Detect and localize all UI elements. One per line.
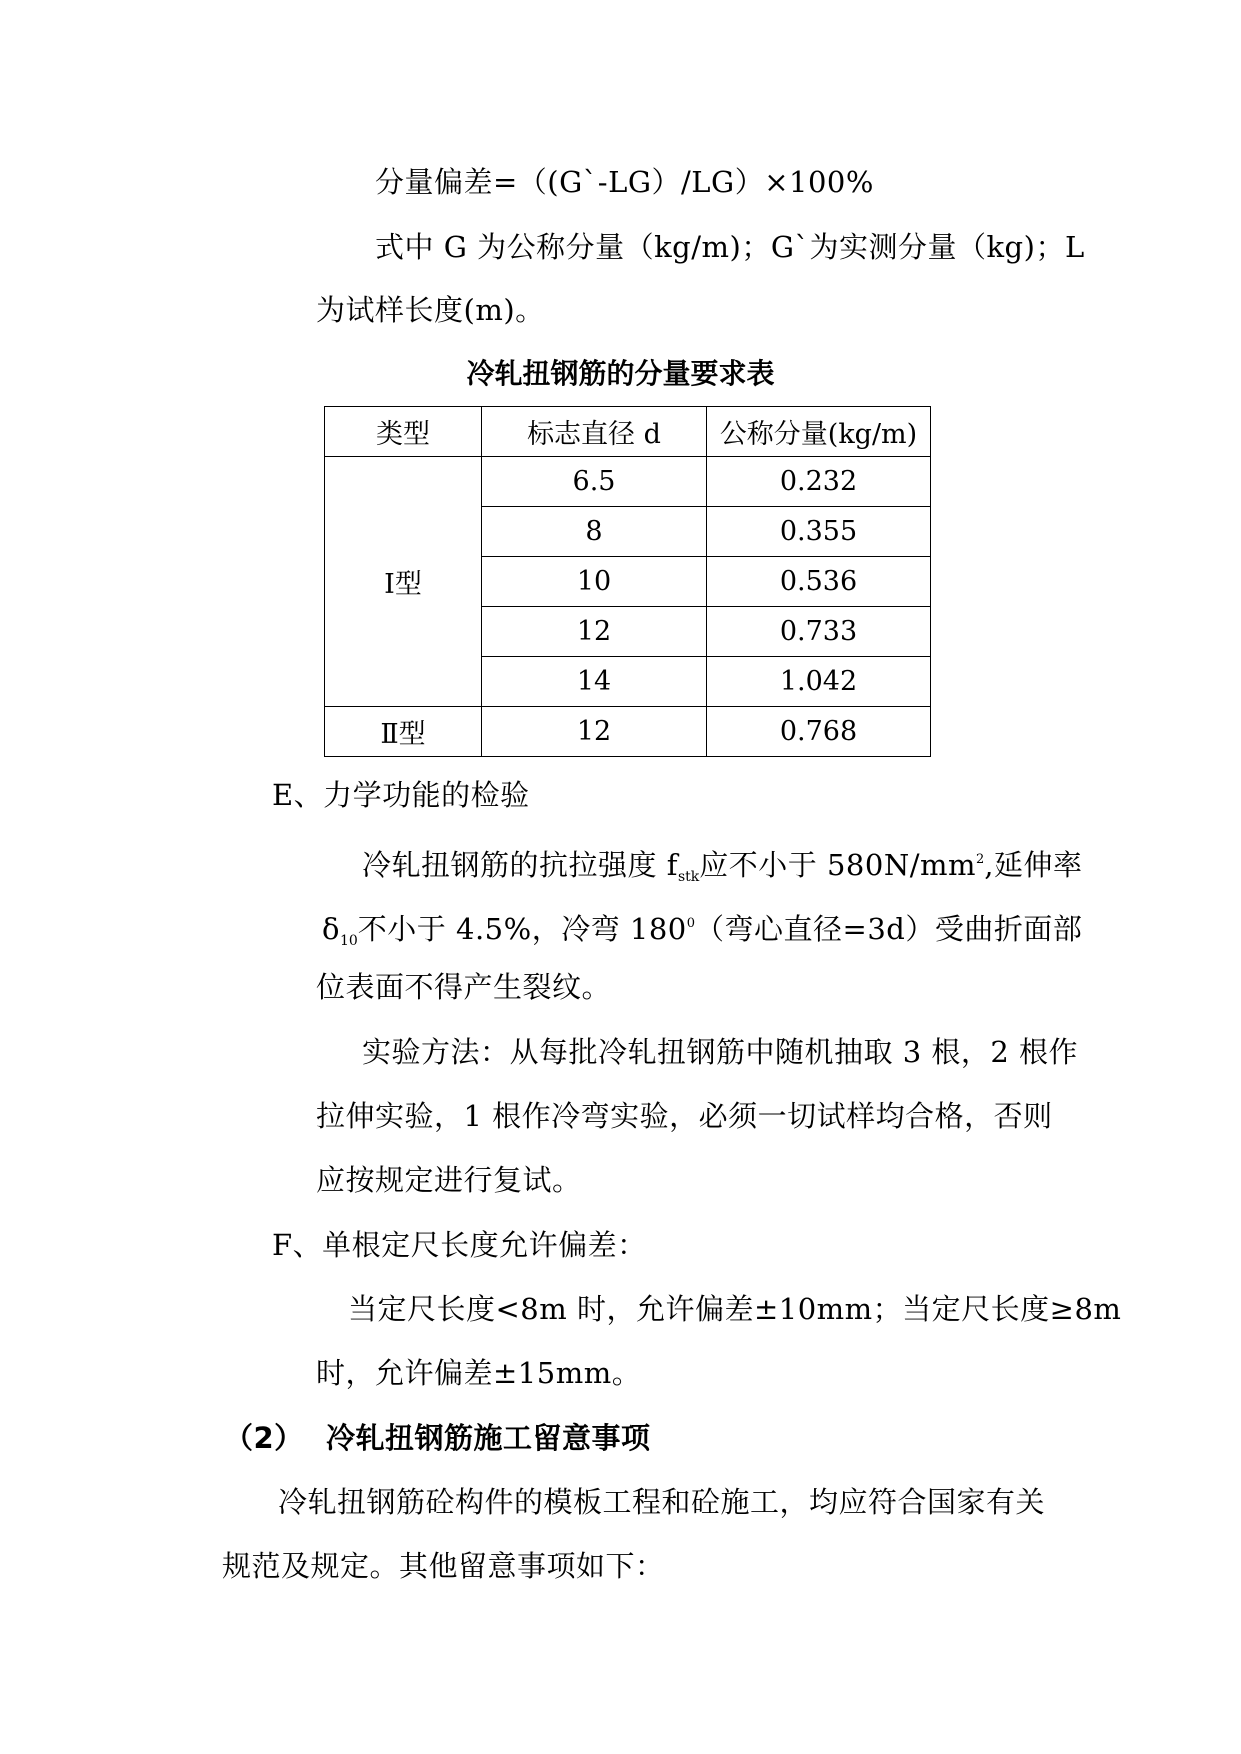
text-run: 应不小于 580N/mm (699, 848, 976, 882)
table-cell-diameter: 12 (482, 607, 707, 657)
section-f-paragraph-line: 当定尺长度<8m 时，允许偏差±10mm；当定尺长度≥8m (348, 1292, 1122, 1326)
table-cell-type: Ⅱ型 (325, 707, 482, 757)
table-row (325, 457, 931, 507)
section-f-paragraph-line: 时，允许偏差±15mm。 (316, 1356, 642, 1390)
superscript: 2 (975, 852, 985, 867)
table-title: 冷轧扭钢筋的分量要求表 (466, 357, 775, 390)
table-header-row (325, 407, 931, 457)
table-cell-weight: 0.768 (707, 707, 931, 757)
table-cell-diameter: 8 (482, 507, 707, 557)
table-cell-weight: 0.355 (707, 507, 931, 557)
section-2-number: （2） (224, 1421, 304, 1455)
formula-definition-cont: 为试样长度(m)。 (316, 293, 545, 327)
weight-requirement-table (324, 406, 931, 757)
text-run: ,延伸率 (984, 848, 1083, 882)
table-cell-weight: 0.536 (707, 557, 931, 607)
table-header-weight: 公称分量(kg/m) (707, 407, 931, 457)
text-run: （弯心直径=3d）受曲折面部 (695, 912, 1083, 946)
section-2-title: 冷轧扭钢筋施工留意事项 (326, 1421, 651, 1455)
table-cell-diameter: 12 (482, 707, 707, 757)
superscript: 0 (686, 916, 696, 931)
section-2-paragraph-line: 规范及规定。其他留意事项如下： (222, 1549, 665, 1583)
table-cell-type: Ⅰ型 (325, 457, 482, 707)
section-f-heading: F、单根定尺长度允许偏差： (272, 1228, 647, 1262)
section-2-paragraph-line: 冷轧扭钢筋砼构件的模板工程和砼施工，均应符合国家有关 (278, 1485, 1046, 1519)
text-run: 冷轧扭钢筋的抗拉强度 f (362, 848, 678, 882)
table-cell-weight: 0.232 (707, 457, 931, 507)
table-cell-weight: 0.733 (707, 607, 931, 657)
section-e-paragraph-line: 位表面不得产生裂纹。 (316, 970, 612, 1004)
table-cell-weight: 1.042 (707, 657, 931, 707)
section-e-heading: E、力学功能的检验 (272, 778, 530, 812)
section-e-paragraph-line (322, 906, 1082, 959)
subscript: stk (677, 869, 700, 885)
section-e-paragraph-line: 应按规定进行复试。 (316, 1163, 582, 1197)
section-e-paragraph-line: 拉伸实验，1 根作冷弯实验，必须一切试样均合格，否则 (316, 1099, 1053, 1133)
formula-line: 分量偏差=（(G`-LG）/LG）×100% (375, 165, 874, 199)
subscript: 10 (339, 933, 358, 949)
table-cell-diameter: 10 (482, 557, 707, 607)
table-cell-diameter: 6.5 (482, 457, 707, 507)
formula-definition: 式中 G 为公称分量（kg/m)；G`为实测分量（kg)；L (375, 230, 1085, 264)
section-e-paragraph-line: 实验方法：从每批冷轧扭钢筋中随机抽取 3 根，2 根作 (362, 1035, 1079, 1069)
table-row (325, 707, 931, 757)
table-header-diameter: 标志直径 d (482, 407, 707, 457)
text-run: δ (322, 912, 340, 946)
text-run: 不小于 4.5%，冷弯 180 (357, 912, 687, 946)
table-header-type: 类型 (325, 407, 482, 457)
table-cell-diameter: 14 (482, 657, 707, 707)
section-e-paragraph-line (362, 842, 1082, 895)
